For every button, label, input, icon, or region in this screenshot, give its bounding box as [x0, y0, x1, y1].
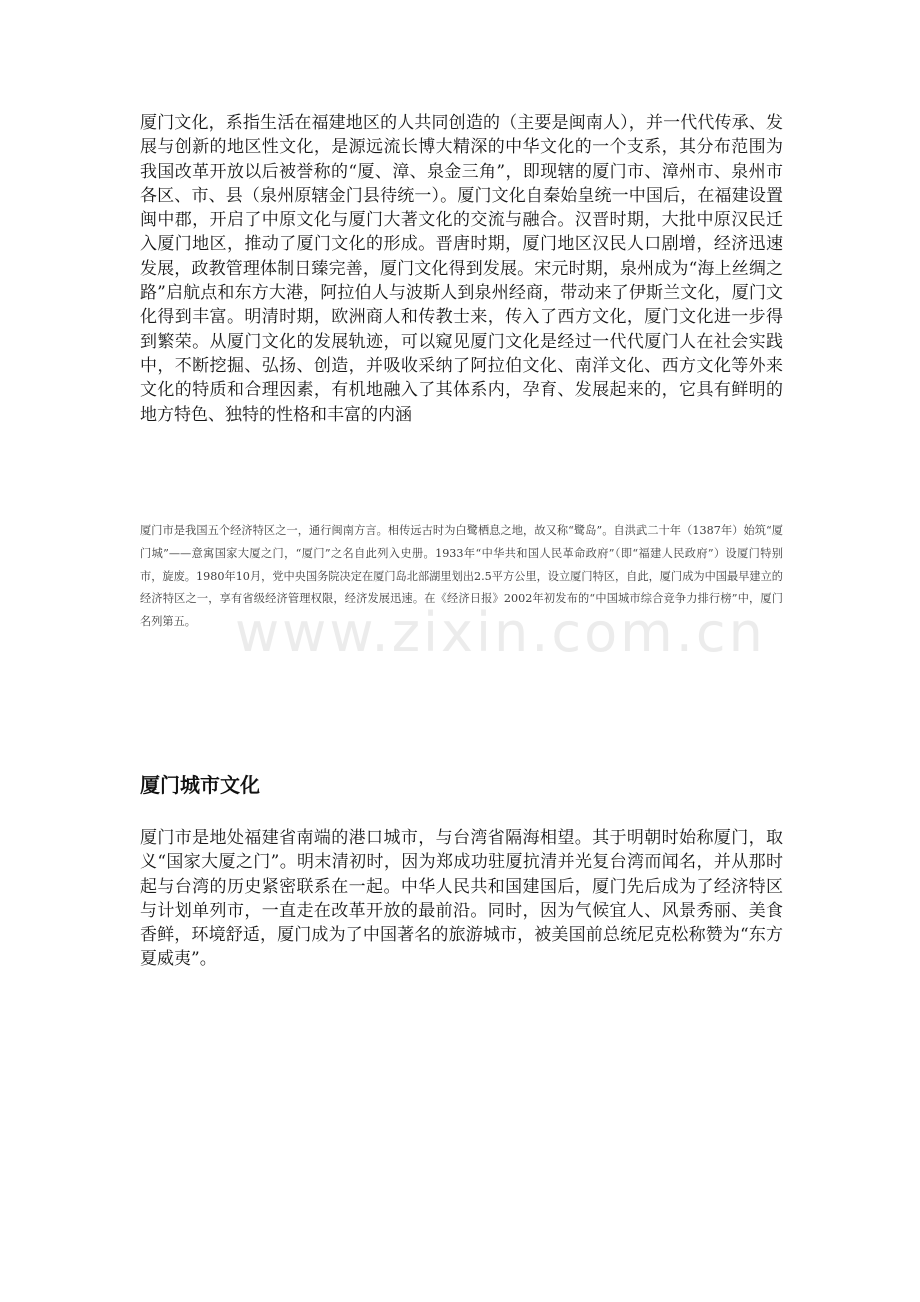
intro-paragraph: 厦门文化，系指生活在福建地区的人共同创造的（主要是闽南人），并一代代传承、发展与创新的地区性文化，是源远流长博大精深的中华文化的一个支系，其分布范围为我国改革开放以后被誉称的“厦、漳、泉金三角”，即现辖的厦门市、漳州市、泉州市各区、市、县（泉州原辖金门县待统一）。厦门文化自秦始皇统一中国后，在福建设置闽中郡，开启了中原文化与厦门大著文化的交流与融合。汉晋时期，大批中原汉民迁入厦门地区，推动了厦门文化的形成。晋唐时期，厦门地区汉民人口剧增，经济迅速发展，政教管理体制日臻完善，厦门文化得到发展。宋元时期，泉州成为“海上丝绸之路”启航点和东方大港，阿拉伯人与波斯人到泉州经商，带动来了伊斯兰文化，厦门文化得到丰富。明清时期，欧洲商人和传教士来，传入了西方文化，厦门文化进一步得到繁荣。从厦门文化的发展轨迹，可以窥见厦门文化是经过一代代厦门人在社会实践中，不断挖掘、弘扬、创造，并吸收采纳了阿拉伯文化、南洋文化、西方文化等外来文化的特质和合理因素，有机地融入了其体系内，孕育、发展起来的，它具有鲜明的地方特色、独特的性格和丰富的内涵: [140, 113, 783, 425]
section-heading: 厦门城市文化: [140, 773, 260, 797]
city-note-paragraph: 厦门市是我国五个经济特区之一，通行闽南方言。相传远古时为白鹭栖息之地，故又称“鹭岛”。自洪武二十年（1387年）始筑“厦门城”——意寓国家大厦之门，“厦门”之名自此列入史册。1933年“中华共和国人民革命政府”（即“福建人民政府”）设厦门特别市，旋废。1980年10月，党中央国务院决定在厦门岛北部湖里划出2.5平方公里，设立厦门特区，自此，厦门成为中国最早建立的经济特区之一，享有省级经济管理权限，经济发展迅速。在《经济日报》2002年初发布的“中国城市综合竞争力排行榜”中，厦门名列第五。: [140, 524, 783, 629]
watermark: www.zixin.com.cn: [235, 601, 766, 664]
section-paragraph: 厦门市是地处福建省南端的港口城市，与台湾省隔海相望。其于明朝时始称厦门，取义“国家大厦之门”。明末清初时，因为郑成功驻厦抗清并光复台湾而闻名，并从那时起与台湾的历史紧密联系在一起。中华人民共和国建国后，厦门先后成为了经济特区与计划单列市，一直走在改革开放的最前沿。同时，因为气候宜人、风景秀丽、美食香鲜，环境舒适，厦门成为了中国著名的旅游城市，被美国前总统尼克松称赞为“东方夏威夷”。: [140, 828, 783, 970]
